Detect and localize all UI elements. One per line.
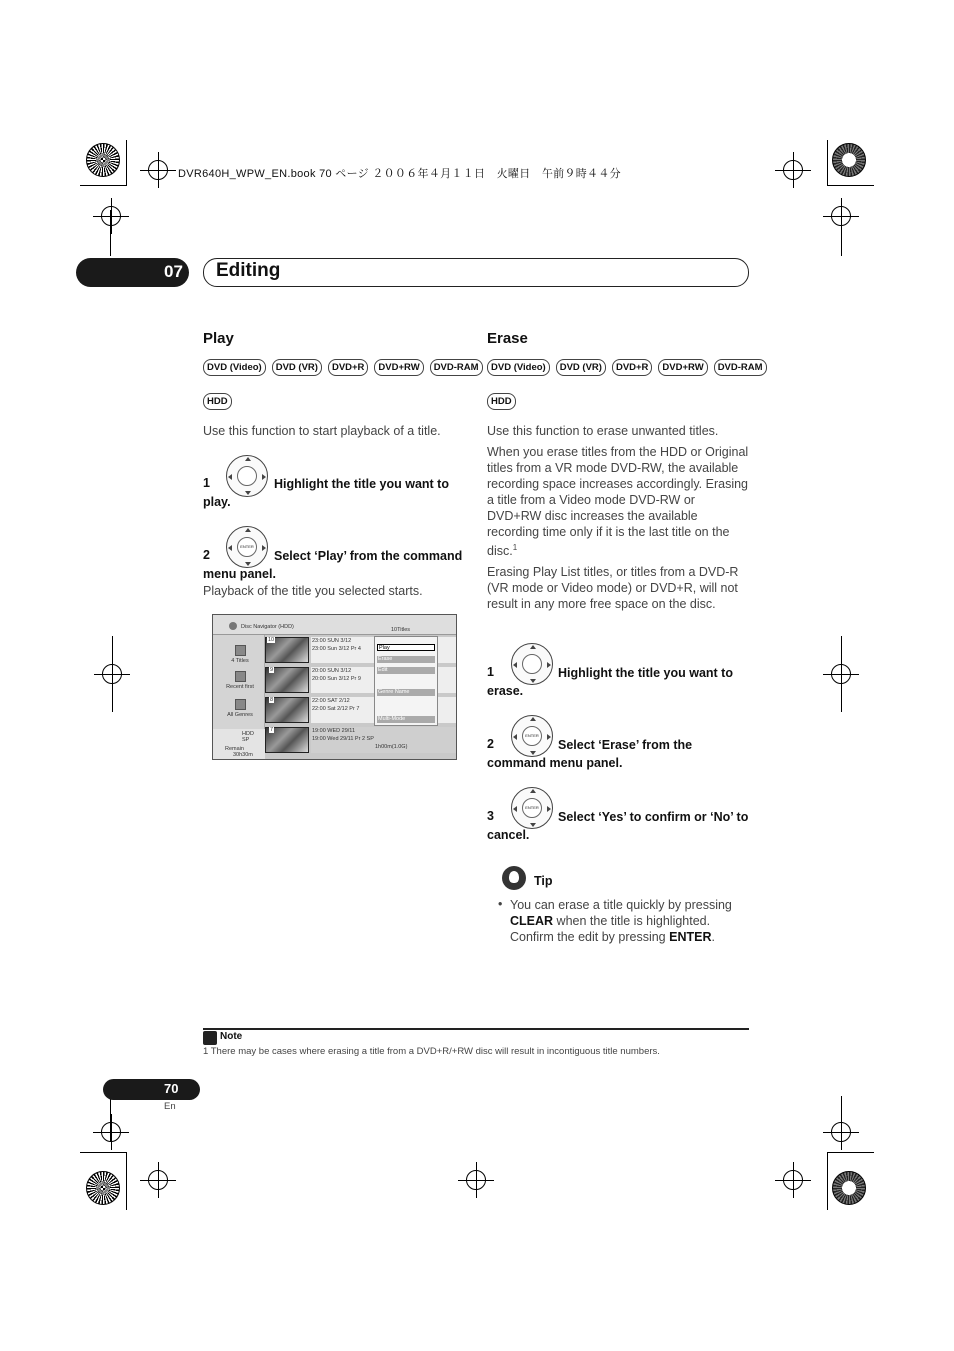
crop-mark (80, 1152, 127, 1153)
screen-title-row: 20:00 SUN 3/12 20:00 Sun 3/12 Pr 9 (311, 667, 457, 693)
screen-title-count: 10Titles (391, 627, 411, 633)
note-label: Note (220, 1031, 243, 1042)
lightbulb-icon (502, 866, 526, 890)
screen-menu-item: Erase (377, 656, 435, 663)
disc-badge: DVD (VR) (272, 359, 322, 376)
registration-target-icon (831, 1122, 851, 1142)
erase-disc-badges (487, 359, 767, 376)
erase-step1-text: Highlight the title you want to erase. (487, 666, 733, 698)
screen-row-extra: 1h00m(1.0G) (375, 744, 408, 750)
remote-enter-pad-icon: ENTER (226, 526, 268, 568)
screen-title-number: 9 (270, 667, 274, 673)
crop-mark (827, 1152, 874, 1153)
screen-disc-icon (229, 622, 237, 630)
screen-menu-item: Edit (377, 667, 435, 674)
erase-heading: Erase (487, 330, 528, 347)
play-step2-number: 2 (203, 548, 210, 562)
registration-target-icon (101, 1122, 121, 1142)
crop-mark (126, 1152, 127, 1210)
disc-badge: HDD (487, 393, 516, 410)
registration-target-icon (831, 206, 851, 226)
disc-badge: DVD+RW (658, 359, 707, 376)
play-disc-badges (203, 359, 483, 376)
registration-target-icon (148, 160, 168, 180)
disc-badge: DVD-RAM (430, 359, 483, 376)
erase-step2-text: Select ‘Erase’ from the command menu panel. (487, 738, 693, 770)
note-divider (203, 1028, 749, 1030)
registration-starburst-icon (832, 143, 866, 177)
erase-step1-number: 1 (487, 665, 494, 679)
registration-target-icon (101, 206, 121, 226)
registration-target-icon (102, 664, 122, 684)
tip-label: Tip (534, 874, 553, 888)
screen-menu-item: Genre Name (377, 689, 435, 696)
registration-target-icon (783, 160, 803, 180)
clear-key: CLEAR (510, 914, 554, 928)
screen-side-item: All Genres (217, 699, 263, 718)
screen-menu-item: Multi-Mode (377, 716, 435, 723)
crop-mark (827, 185, 874, 186)
screen-title-row: 22:00 SAT 2/12 22:00 Sat 2/12 Pr 7 (311, 697, 457, 723)
erase-hdd-badge (487, 393, 516, 410)
screen-title-row: 19:00 WED 29/11 19:00 Wed 29/11 Pr 2 SP (311, 727, 457, 753)
play-step1-text: Highlight the title you want to play. (203, 477, 449, 509)
crop-mark (126, 140, 127, 186)
chapter-title: Editing (216, 260, 281, 281)
registration-target-icon (783, 1170, 803, 1190)
screen-side-item: 4 Titles (217, 645, 263, 664)
remote-enter-pad-icon: ENTER (511, 715, 553, 757)
crop-mark (827, 1152, 828, 1210)
screen-title-bar (213, 615, 456, 635)
crop-mark (827, 140, 828, 186)
registration-target-icon (831, 664, 851, 684)
erase-paragraph-2: Erasing Play List titles, or titles from a DVD-R (VR mode or Video mode) or DVD+R, will not result in any more free space on the disc. (487, 565, 739, 611)
screen-title-number: 7 (270, 727, 274, 733)
play-step2-result: Playback of the title you selected starts. (203, 584, 423, 598)
erase-step3-number: 3 (487, 809, 494, 823)
chapter-number: 07 (164, 262, 183, 281)
play-heading: Play (203, 330, 234, 347)
chapter-title-box (203, 258, 749, 287)
registration-target-icon (148, 1170, 168, 1190)
screen-title: Disc Navigator (HDD) (241, 624, 294, 630)
disc-badge: DVD (VR) (556, 359, 606, 376)
page-language: En (164, 1101, 176, 1112)
play-intro: Use this function to start playback of a title. (203, 424, 441, 438)
page-number-pill (103, 1079, 200, 1100)
disc-badge: DVD+R (328, 359, 368, 376)
pencil-note-icon (203, 1031, 217, 1045)
screen-title-row: 23:00 SUN 3/12 23:00 Sun 3/12 Pr 4 (311, 637, 457, 663)
erase-step3-text: Select ‘Yes’ to confirm or ‘No’ to cancel. (487, 810, 749, 842)
remote-enter-pad-icon: ENTER (511, 787, 553, 829)
disc-badge: DVD-RAM (714, 359, 767, 376)
play-step1-number: 1 (203, 476, 210, 490)
disc-badge: DVD (Video) (203, 359, 266, 376)
registration-starburst-icon (832, 1171, 866, 1205)
registration-target-icon (466, 1170, 486, 1190)
screen-title-number: 8 (270, 697, 274, 703)
screen-title-number: 10 (268, 637, 275, 643)
screen-remaining-panel: HDD SP Remain 30h30m (213, 729, 265, 760)
play-step2-text: Select ‘Play’ from the command menu panel. (203, 549, 463, 581)
disc-navigator-screenshot (212, 614, 457, 760)
footnote-ref: 1 (512, 543, 518, 552)
screen-menu-item: Play (377, 644, 435, 651)
screen-side-item: Recent first (217, 671, 263, 690)
screen-command-menu (374, 636, 438, 726)
disc-badge: DVD (Video) (487, 359, 550, 376)
tip-text: You can erase a title quickly by pressing CLEAR when the title is highlighted. Confirm the edit by pressing ENTER. (510, 898, 732, 944)
disc-badge: HDD (203, 393, 232, 410)
disc-badge: DVD+RW (374, 359, 423, 376)
registration-starburst-icon (86, 1171, 120, 1205)
erase-intro: Use this function to erase unwanted titles. (487, 424, 719, 438)
footnote-text: 1 There may be cases where erasing a title from a DVD+R/+RW disc will result in incontiguous title numbers. (203, 1046, 660, 1057)
registration-starburst-icon (86, 143, 120, 177)
erase-paragraph-1: When you erase titles from the HDD or Original titles from a VR mode DVD-RW, the available recording space increases accordingly. Erasing a title from a Video mode DVD-RW or DVD+RW disc increases the available recording time only if it is the last title on the disc.$^1$ (487, 445, 749, 559)
disc-badge: DVD+R (612, 359, 652, 376)
crop-mark (80, 185, 127, 186)
play-hdd-badge (203, 393, 232, 410)
erase-step2-number: 2 (487, 737, 494, 751)
page-number: 70 (164, 1081, 179, 1096)
tip-bullet: • (498, 897, 503, 911)
book-header-line: DVR640H_WPW_EN.book 70 ページ ２００６年４月１１日 火曜日 午前９時４４分 (178, 168, 621, 180)
enter-key: ENTER (669, 930, 712, 944)
